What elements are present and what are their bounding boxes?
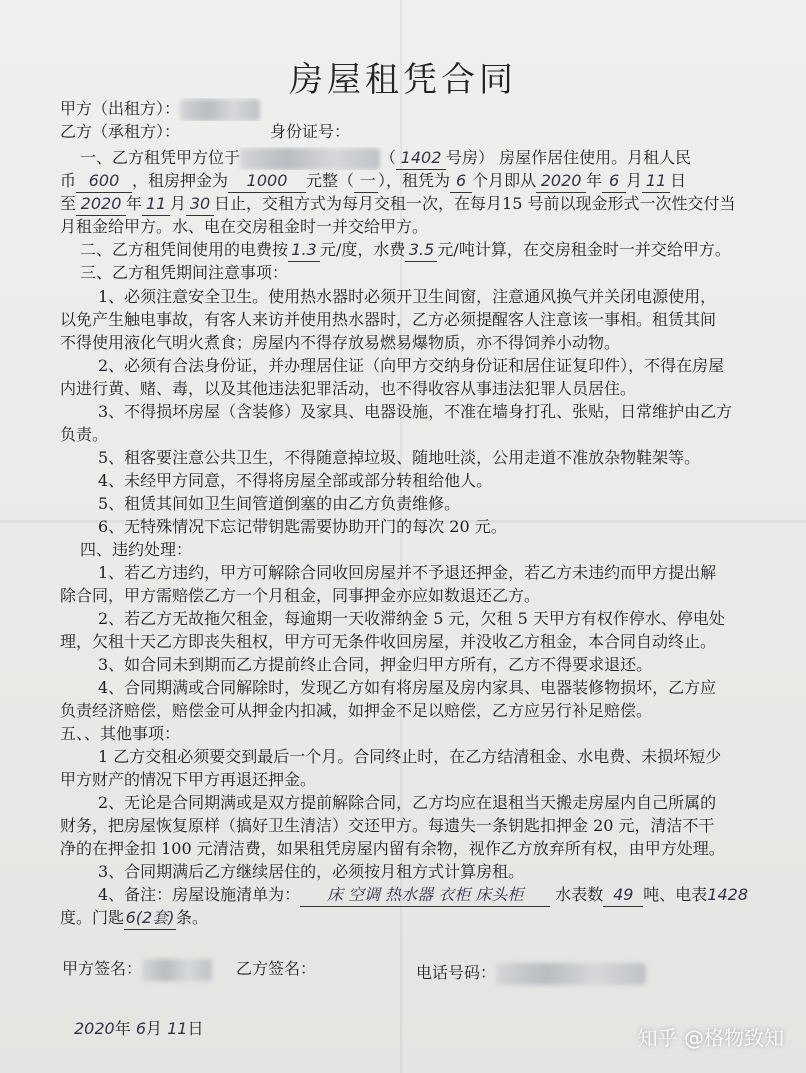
end-year: 2020	[76, 193, 126, 216]
date-year-unit: 年	[114, 1019, 131, 1038]
lease-months: 6	[450, 170, 472, 193]
date-year: 2020	[74, 1019, 115, 1038]
clause-2-line	[60, 239, 780, 262]
date-day-unit: 日	[187, 1019, 204, 1038]
room-number: 1402	[396, 147, 446, 170]
rule-5-line: 5、租客要注意公共卫生，不得随意掉垃圾、随地吐淡，公用走道不准放杂物鞋架等。	[98, 448, 701, 467]
watermark: 知乎 @格物致知	[637, 1026, 784, 1050]
clause-1-text-c: 币	[60, 171, 77, 190]
clause-1-text-g: 个月即从	[472, 171, 537, 190]
date-day: 11	[167, 1019, 188, 1038]
clause-2-text-a: 二、乙方租凭间使用的电费按	[80, 240, 289, 259]
other-3-line: 3、合同期满后乙方继续居住的，必须按月租方式计算房租。	[98, 862, 525, 881]
clause-1-text-a: 一、乙方租凭甲方位于	[80, 148, 241, 167]
clause-5-heading: 五、、其他事项：	[60, 724, 181, 743]
deposit-amount: 1000	[228, 170, 306, 193]
rule-1-line-2: 以免产生触电事故，有客人来访并使用热水器时，乙方必须提醒客人注意该一事相。租赁其间	[60, 310, 717, 329]
phone-redacted	[496, 963, 646, 985]
address-redacted	[240, 148, 380, 170]
rule-5b-line: 5、租赁其间如卫生间管道倒塞的由乙方负责维修。	[98, 494, 461, 513]
clause-1-text-f: ），租凭为	[378, 171, 451, 190]
rule-4-line: 4、未经甲方同意，不得将房屋全部或部分转租给他人。	[98, 471, 493, 490]
party-a-signature-redacted	[142, 959, 212, 981]
clause-1-line-3: 至 2020 年 11 月 30 日止，交租方式为每月交租一次，在每月15 号前以现金形式一次性交付当	[60, 193, 780, 216]
clause-1-line-2: 币 600 ，租房押金为 1000 元整（ 一 ），租凭为 6 个月即从 2020 年 6 月 11 日	[60, 170, 780, 193]
rule-3-line-2: 负责。	[60, 425, 109, 444]
party-a-line	[60, 98, 780, 121]
breach-1-line-1: 1、若乙方违约，甲方可解除合同收回房屋并不予退还押金，若乙方未违约而甲方提出解	[98, 563, 717, 582]
electricity-rate: 1.3	[288, 239, 320, 262]
clause-1-text-b: 号房） 房屋作居住使用。月租人民	[446, 148, 692, 167]
date-month-unit: 月	[146, 1019, 163, 1038]
rule-6-line: 6、无特殊情况下忘记带钥匙需要协助开门的每次 20 元。	[98, 517, 507, 536]
key-count: 6(2套)	[124, 907, 176, 930]
phone-field	[416, 960, 646, 985]
start-day: 11	[642, 170, 670, 193]
breach-2-line-1: 2、若乙方无故拖欠租金，每逾期一天收滞纳金 5 元，欠租 5 天甲方有权作停水、停电处	[98, 609, 725, 628]
electric-meter-reading: 1428	[707, 885, 749, 904]
party-b-line	[60, 121, 780, 143]
clause-1-text-h: 至	[60, 194, 77, 213]
clause-2-text-b: 元/度，水费	[320, 240, 406, 259]
other-2-line-1: 2、无论是合同期满或是双方提前解除合同，乙方均应在退租当天搬走房屋内自己所属的	[98, 793, 717, 812]
contract-title: 房屋租凭合同	[289, 60, 517, 100]
water-rate: 3.5	[405, 239, 437, 262]
clause-4-heading: 四、违约处理：	[80, 540, 193, 559]
other-4-text-a: 4、备注：房屋设施清单为：	[98, 885, 301, 904]
other-4-text-e: 条。	[176, 908, 209, 927]
facilities-list: 床 空调 热水器 衣柜 床头柜	[300, 884, 550, 907]
clause-2-text-c: 元/吨计算，在交房租金时一并交给甲方。	[437, 240, 731, 259]
clause-1-text-i: 日止，交租方式为每月交租一次，在每月15 号前以现金形式一次性交付当	[214, 194, 736, 213]
date-month: 6	[135, 1019, 147, 1038]
other-4-text-d: 度。门匙	[60, 908, 125, 927]
clause-1-text-d: ，租房押金为	[132, 171, 229, 190]
party-a-signature	[62, 956, 212, 981]
party-b-signature-label: 乙方签名：	[236, 959, 317, 978]
breach-2-line-2: 理，欠租十天乙方即丧失租权，甲方可无条件收回房屋，并没收乙方租金，本合同自动终止。	[60, 632, 717, 651]
other-2-line-2: 财务，把房屋恢复原样（搞好卫生清洁）交还甲方。每遗失一条钥匙扣押金 20 元，清洁不干	[60, 816, 715, 835]
other-1-line-2: 甲方财产的情况下甲方再退还押金。	[60, 770, 317, 789]
clause-3-heading: 三、乙方租凭期间注意事项：	[80, 263, 289, 282]
other-4-line-1	[60, 884, 806, 907]
breach-4-line-2: 负责经济赔偿，赔偿金可从押金内扣减，如押金不足以赔偿，乙方应另行补足赔偿。	[60, 701, 653, 720]
clause-1-text-e: 元整（	[306, 171, 355, 190]
clause-1-line-1: 一、乙方租凭甲方位于 （ 1402 号房） 房屋作居住使用。月租人民	[60, 147, 780, 170]
other-4-line-2	[60, 907, 780, 930]
party-a-redacted	[180, 99, 260, 121]
party-a-signature-label: 甲方签名：	[62, 959, 143, 978]
party-a-label: 甲方（出租方）：	[60, 99, 181, 118]
deposit-count: 一	[354, 170, 378, 193]
sign-date	[74, 1016, 204, 1039]
rule-2-line-1: 2、必须有合法身份证，并办理居住证（向甲方交纳身份证和居住证复印件），不得在房屋	[98, 356, 725, 375]
breach-4-line-1: 4、合同期满或合同解除时，发现乙方如有将房屋及房内家具、电器装修物损坏，乙方应	[98, 678, 717, 697]
rule-3-line-1: 3、不得损坏房屋（含装修）及家具、电器设施，不准在墙身打孔、张贴，日常维护由乙方	[98, 402, 733, 421]
id-label: 身份证号：	[270, 122, 351, 141]
end-month: 11	[142, 193, 170, 216]
other-4-text-c: 吨、电表	[643, 885, 708, 904]
start-month: 6	[602, 170, 626, 193]
phone-label: 电话号码：	[416, 963, 497, 982]
other-4-text-b: 水表数	[555, 885, 604, 904]
other-2-line-3: 净的在押金扣 100 元清洁费，如果租凭房屋内留有余物，视作乙方放弃所有权，由甲方处理。	[60, 839, 725, 858]
breach-3-line: 3、如合同未到期而乙方提前终止合同，押金归甲方所有，乙方不得要求退还。	[98, 655, 653, 674]
start-year: 2020	[536, 170, 586, 193]
rule-1-line-1: 1、必须注意安全卫生。使用热水器时必须开卫生间窗，注意通风换气并关闭电源使用，	[98, 287, 717, 306]
breach-1-line-2: 除合同，甲方需赔偿乙方一个月租金，同事押金亦应如数退还乙方。	[60, 586, 541, 605]
water-meter-reading: 49	[603, 884, 643, 907]
other-1-line-1: 1 乙方交租必须要交到最后一个月。合同终止时，在乙方结清租金、水电费、未损坏短少	[98, 747, 722, 766]
rule-2-line-2: 内进行黄、赌、毒，以及其他违法犯罪活动，也不得收容从事违法犯罪人员居住。	[60, 379, 637, 398]
clause-1-line-4: 月租金给甲方。水、电在交房租金时一并交给甲方。	[60, 217, 429, 236]
monthly-rent: 600	[76, 170, 132, 193]
rule-1-line-3: 不得使用液化气明火煮食；房屋内不得存放易燃易爆物质，亦不得饲养小动物。	[60, 333, 621, 352]
party-b-label: 乙方（承租方）：	[60, 122, 181, 141]
end-day: 30	[186, 193, 214, 216]
